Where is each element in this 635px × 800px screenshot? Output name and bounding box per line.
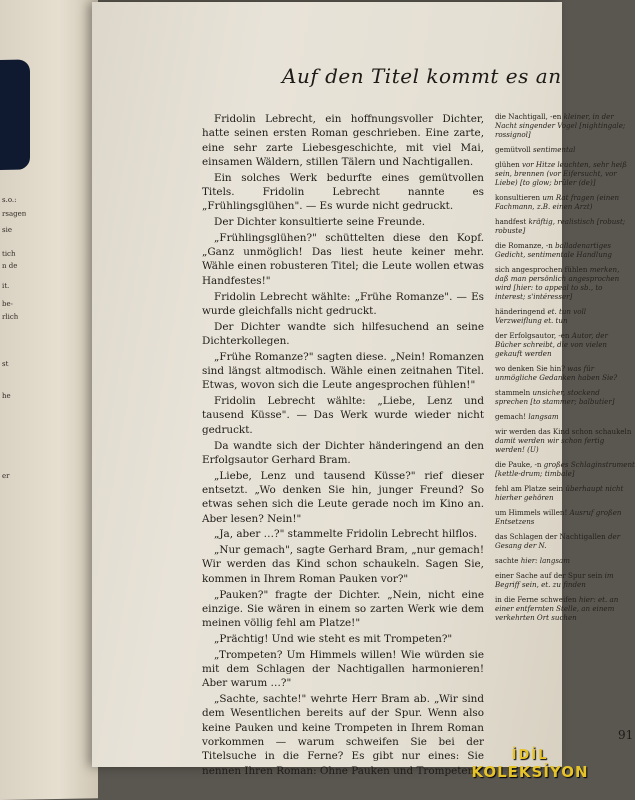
left-page-fragment: er [2,471,10,480]
glossary-entry [495,217,635,235]
glossary-definition: sentimental [532,145,576,154]
left-page-fragment: tich [2,249,16,258]
glossary-entry [495,508,635,526]
glossary-entry [495,460,635,478]
glossary-term: der Erfolgsautor, -en [495,331,570,340]
glossary-definition: kleiner, in der Nacht singender Vogel [nightingale; rossignol] [495,112,626,139]
glossary-term: wir werden das Kind schon schaukeln [495,427,632,436]
left-page-fragment: n de [2,261,18,270]
glossary-definition: hier: et. an einer entfernten Stelle, an einem verkehrten Ort suchen [495,595,619,622]
left-page-fragment: rsagen [2,209,27,218]
glossary-term: gemach! [495,412,527,421]
glossary-term: sachte [495,556,519,565]
glossary-term: sich angesprochen fühlen [495,265,588,274]
glossary-term: um Himmels willen! [495,508,568,517]
glossary-definition: überhaupt nicht hierher gehören [495,484,624,502]
story-paragraph: „Prächtig! Und wie steht es mit Trompeten?" [214,632,453,645]
glossary-term: die Romanze, -n [495,241,553,250]
glossary-entry [495,532,635,550]
glossary-entry [495,388,635,406]
story-paragraph: „Pauken?" fragte der Dichter. „Nein, nicht eine einzige. Sie wären in einem so zarten Werk wie dem meinen völlig fehl am Platze!" [202,588,484,630]
glossary-definition: merken, daß man persönlich angesprochen wird [hier: to appeal to sb., to interest; s'intéresser] [495,265,620,301]
watermark-line2: KOLEKSİYON [471,763,589,781]
glossary-term: gemütvoll [495,145,531,154]
glossary-definition: unsicher, stockend sprechen [to stammer; balbutier] [495,388,615,406]
glossary-term: wo denken Sie hin? [495,364,566,373]
glossary-entry [495,595,635,622]
glossary-term: stammeln [495,388,531,397]
glossary-term: einer Sache auf der Spur sein [495,571,603,580]
glossary-term: glühen [495,160,520,169]
glossary-definition: Ausruf großen Entsetzens [495,508,622,526]
left-page-fragment: st [2,359,9,368]
left-page-fragment: it. [2,281,10,290]
story-paragraph: Ein solches Werk bedurfte eines gemütvollen Titels. Fridolin Lebrecht nannte es „Frühlingsglühen". — Es wurde nicht gedruckt. [202,171,484,213]
left-page-fragment: s.o.: [2,195,17,204]
story-paragraph: „Nur gemach", sagte Gerhard Bram, „nur gemach! Wir werden das Kind schon schaukeln. Sagen Sie, kommen in Ihrem Roman Pauken vor?" [202,544,484,585]
story-paragraph: „Trompeten? Um Himmels willen! Wie würden sie mit dem Schlagen der Nachtigallen harmonieren! Aber warum …?" [202,648,484,690]
glossary-definition: Autor, der Bücher schreibt, die von vielen gekauft werden [495,331,608,358]
glossary-term: fehl am Platze sein [495,484,564,493]
glossary-definition: vor Hitze leuchten, sehr heiß sein, brennen (vor Eifersucht, vor Liebe) [to glow; brûler (de)] [495,160,627,187]
glossary-definition: der Gesang der N. [495,532,621,550]
glossary-entry [495,484,635,502]
glossary-definition: langsam [528,412,559,421]
watermark-line1: İDİL [511,748,549,763]
page-title: Auf den Titel kommt es an [282,64,562,88]
glossary-definition: kräftig, realistisch [robust; robuste] [495,217,626,235]
watermark [460,748,600,781]
story-paragraph: Der Dichter konsultierte seine Freunde. [214,216,426,229]
glossary-entry [495,145,635,154]
glossary-entry [495,265,635,301]
glossary-entry [495,160,635,187]
story-paragraph: „Ja, aber …?" stammelte Fridolin Lebrecht hilflos. [214,528,478,541]
glossary-entry [495,412,635,421]
story-paragraph: „Frühlingsglühen?" schüttelten diese den Kopf. „Ganz unmöglich! Das liest heute keiner mehr. Wähle einen robusteren Titel; die Leute wollen etwas Handfestes!" [202,231,484,287]
story-paragraph: Fridolin Lebrecht wählte: „Liebe, Lenz und tausend Küsse". — Das Werk wurde wieder nicht gedruckt. [202,395,484,436]
story-paragraph: „Frühe Romanze?" sagten diese. „Nein! Romanzen sind längst altmodisch. Wähle einen zeitnahen Titel. Etwas, wovon sich die Leute angesprochen fühlen!" [202,350,484,392]
glossary-term: händeringend [495,307,546,316]
glossary-definition: damit werden wir schon fertig werden! (U) [495,436,605,454]
story-paragraph: Da wandte sich der Dichter händeringend an den Erfolgsautor Gerhard Bram. [202,439,484,466]
left-page-fragment: sie [2,225,12,234]
glossary-definition: et. tun voll Verzweiflung et. tun [495,307,587,325]
glossary-definition: balladenartiges Gedicht, sentimentale Handlung [495,241,612,259]
left-page-illustration [0,59,30,170]
glossary-definition: hier: langsam [520,556,571,565]
glossary-definition: was für unmögliche Gedanken haben Sie? [495,364,618,382]
story-paragraph: Fridolin Lebrecht wählte: „Frühe Romanze". — Es wurde gleichfalls nicht gedruckt. [202,290,484,317]
glossary-term: die Pauke, -n [495,460,542,469]
glossary-entry [495,241,635,259]
left-page-fragment: rlich [2,312,19,321]
glossary-entry [495,193,635,211]
story-paragraph: Der Dichter wandte sich hilfesuchend an seine Dichterkollegen. [202,320,484,347]
glossary-term: in die Ferne schweifen [495,595,577,604]
glossary-entry [495,307,635,325]
glossary-definition: um Rat fragen (einen Fachmann, z.B. einen Arzt) [495,193,620,211]
glossary-term: die Nachtigall, -en [495,112,562,121]
story-paragraph: „Liebe, Lenz und tausend Küsse?" rief dieser entsetzt. „Wo denken Sie hin, junger Freund? So etwas sehen sich die Leute gerade noch im Kino an. Aber lesen? Nein!" [202,469,484,525]
story-paragraph: Fridolin Lebrecht, ein hoffnungsvoller Dichter, hatte seinen ersten Roman geschrieben. Eine zarte, eine sehr zarte Liebesgeschichte, mit viel Mai, einsamen Wäldern, stillen Tälern und Nachtigallen. [202,113,484,168]
glossary-entry [495,364,635,382]
glossary-entry [495,556,635,565]
glossary-entry [495,331,635,358]
left-page [0,0,98,800]
glossary-term: handfest [495,217,527,226]
left-page-fragment: he [2,391,11,400]
story-paragraph: „Sachte, sachte!" wehrte Herr Bram ab. „Wir sind dem Wesentlichen bereits auf der Spur. Wenn also keine Pauken und keine Trompeten in Ihrem Roman vorkommen — warum schweifen Sie bei der Titelsuche in die Ferne? Es gibt nur eines: Sie nennen Ihren Roman: Ohne Pauken und Trompeten!" [202,693,484,777]
main-text [202,112,484,779]
page-number: 91 [618,728,634,742]
glossary-definition: großes Schlaginstrument [kettle-drum; timbale] [495,460,635,478]
glossary-entry [495,112,635,139]
glossary-entry [495,571,635,589]
glossary-definition: im Begriff sein, et. zu finden [495,571,614,589]
glossary-entry [495,427,635,454]
glossary-term: das Schlagen der Nachtigallen [495,532,606,541]
glossary-term: konsultieren [495,193,541,202]
glossary-column [495,112,635,628]
left-page-fragment: be- [2,299,13,308]
